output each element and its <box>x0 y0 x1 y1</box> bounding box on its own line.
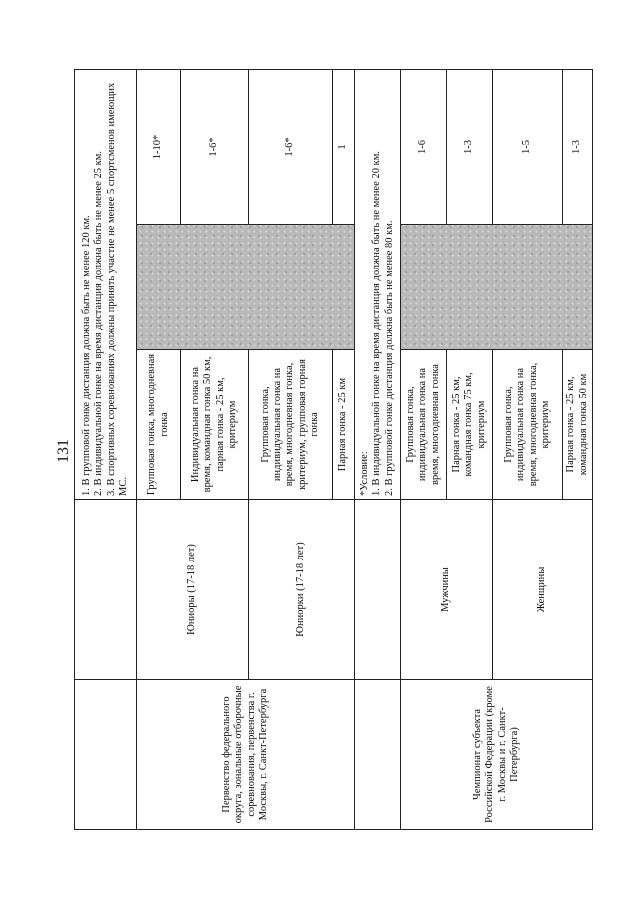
event-type: Групповая гонка, индивидуальная гонка на время, многодневная гонка <box>401 350 447 500</box>
page-number: 131 <box>55 439 72 463</box>
event-type: Групповая гонка, многодневная гонка <box>137 350 181 500</box>
conditions-note <box>75 69 137 499</box>
age-group: Юниорки (17-18 лет) <box>249 500 355 680</box>
note-line: 1. В групповой гонке дистанция должна быть не менее 120 км. <box>81 215 93 496</box>
ranking-table <box>74 69 593 830</box>
places: 1-6* <box>249 69 333 224</box>
rotated-table-canvas <box>74 70 589 830</box>
event-type: Парная гонка - 25 км, командная гонка 75 км, критериум <box>447 350 493 500</box>
note-line: 2. В групповой гонке дистанция должна быть не менее 80 км. <box>383 220 395 496</box>
age-group: Женщины <box>493 500 593 680</box>
event-type: Групповая гонка, индивидуальная гонка на время, многодневная гонка, критериум <box>493 350 563 500</box>
note-line: 2. В индивидуальной гонке на время дистанция должна быть не менее 25 км. <box>93 151 105 496</box>
event-type: Парная гонка - 25 км, командная гонка 50 км <box>563 350 593 500</box>
places: 1-5 <box>493 69 563 224</box>
empty-cell <box>355 680 401 830</box>
event-type: Индивидуальная гонка на время, командная гонка 50 км, парная гонка - 25 км, критериум <box>181 350 249 500</box>
shaded-cell <box>137 225 355 350</box>
competition-name: Первенство федерального округа, зональные отборочные соревнования, первенства г. Москвы, г. Санкт-Петербурга <box>137 680 355 830</box>
note-line: 1. В индивидуальной гонке на время дистанция должна быть не менее 20 км. <box>371 151 383 496</box>
event-type: Парная гонка - 25 км <box>333 350 355 500</box>
note-line: *Условие: <box>359 451 371 496</box>
competition-name: Чемпионат субъекта Российской Федерации (кроме г. Москвы и г. Санкт-Петербурга) <box>401 680 593 830</box>
places: 1-3 <box>563 69 593 224</box>
conditions-note-row <box>75 69 137 829</box>
age-group: Мужчины <box>401 500 493 680</box>
places: 1 <box>333 69 355 224</box>
empty-cell <box>75 500 137 680</box>
note-line: 3. В спортивных соревнованиях должны принять участие не менее 5 спортсменов имеющих МС. <box>105 82 129 496</box>
shaded-cell <box>401 225 593 350</box>
table-row <box>137 69 181 829</box>
empty-cell <box>355 500 401 680</box>
condition-row <box>355 69 401 829</box>
places: 1-6 <box>401 69 447 224</box>
places: 1-6* <box>181 69 249 224</box>
condition-note <box>355 69 401 499</box>
table-row <box>401 69 447 829</box>
empty-cell <box>75 680 137 830</box>
age-group: Юниоры (17-18 лет) <box>137 500 249 680</box>
places: 1-10* <box>137 69 181 224</box>
places: 1-3 <box>447 69 493 224</box>
event-type: Групповая гонка, индивидуальная гонка на время, многодневная гонка, критериум, групповая горная гонка <box>249 350 333 500</box>
